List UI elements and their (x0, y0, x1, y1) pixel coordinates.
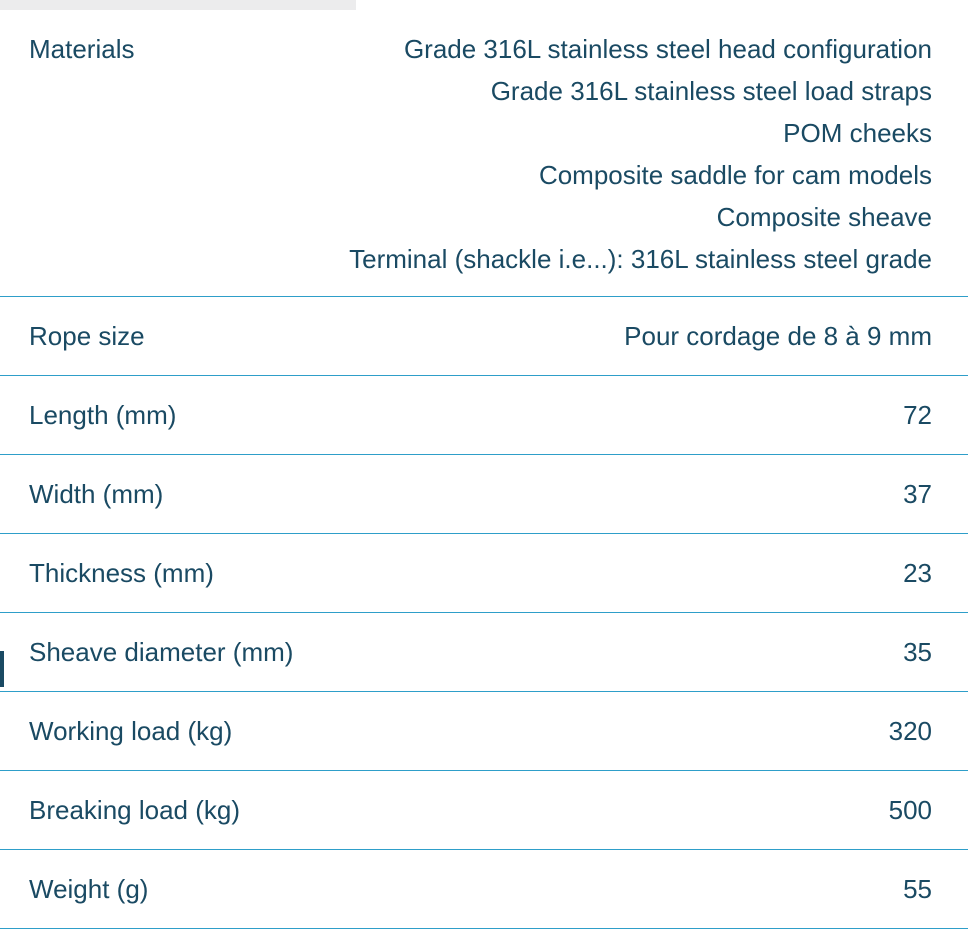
table-row (0, 10, 968, 297)
table-row (0, 692, 968, 771)
product-specification-table (0, 10, 968, 929)
spec-value: 500 (311, 771, 968, 850)
table-row (0, 376, 968, 455)
table-row (0, 850, 968, 929)
material-line: Grade 316L stainless steel head configuration (403, 34, 932, 64)
spec-value: 23 (311, 534, 968, 613)
spec-label: Rope size (0, 297, 311, 376)
spec-label: Weight (g) (0, 850, 311, 929)
spec-value: 72 (311, 376, 968, 455)
table-row (0, 613, 968, 692)
spec-value: 55 (311, 850, 968, 929)
table-row (0, 297, 968, 376)
spec-label: Materials (29, 34, 135, 64)
material-line: Grade 316L stainless steel load straps (490, 76, 932, 106)
material-line: Terminal (shackle i.e...): 316L stainless steel grade (349, 244, 932, 274)
table-row (0, 455, 968, 534)
spec-value-materials (311, 10, 968, 297)
spec-value: 35 (311, 613, 968, 692)
top-grey-stub (0, 0, 356, 10)
spec-label: Sheave diameter (mm) (0, 613, 311, 692)
spec-label: Working load (kg) (0, 692, 311, 771)
spec-label: Length (mm) (0, 376, 311, 455)
spec-label: Width (mm) (0, 455, 311, 534)
spec-value: 37 (311, 455, 968, 534)
material-line: Composite saddle for cam models (538, 160, 932, 190)
material-line: POM cheeks (783, 118, 932, 148)
table-row (0, 771, 968, 850)
spec-label: Breaking load (kg) (0, 771, 311, 850)
spec-value: Pour cordage de 8 à 9 mm (311, 297, 968, 376)
table-row (0, 534, 968, 613)
spec-label: Thickness (mm) (0, 534, 311, 613)
spec-value: 320 (311, 692, 968, 771)
material-line: Composite sheave (716, 202, 932, 232)
